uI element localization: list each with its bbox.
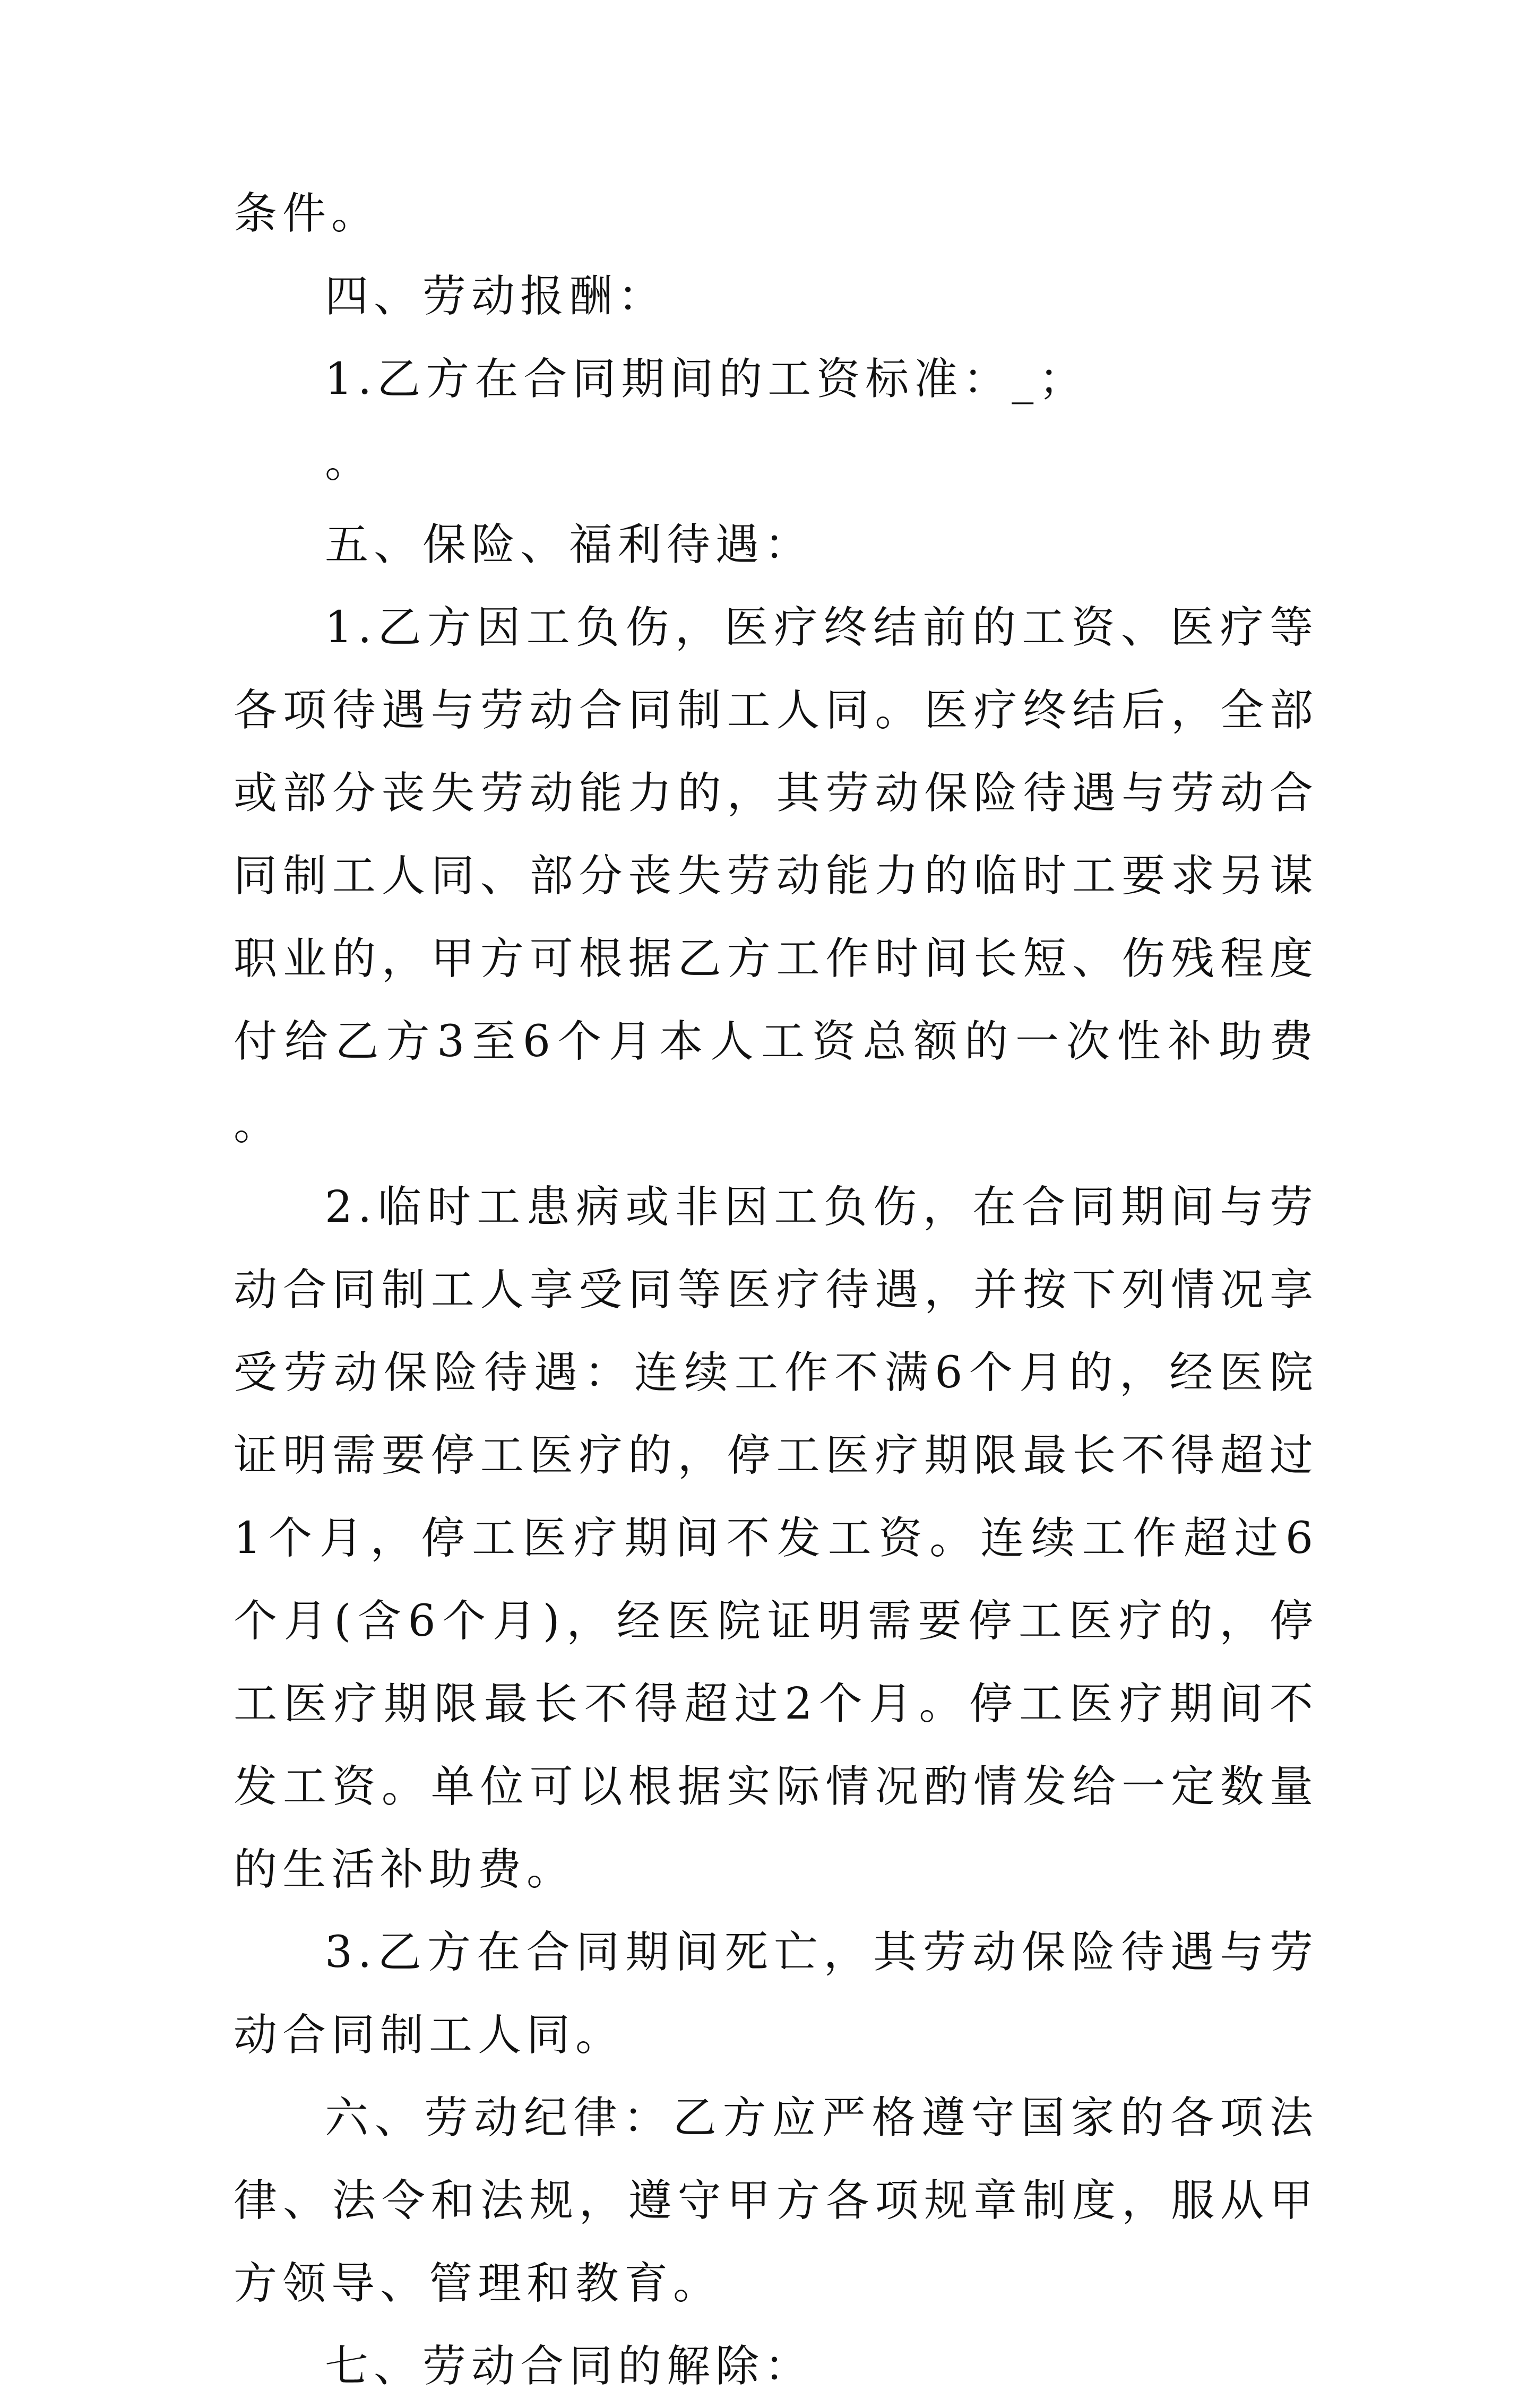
paragraph-period: 。 [325,437,374,487]
document-body [234,172,1318,2408]
section-heading-contract-termination: 七、劳动合同的解除： [325,2341,814,2392]
clause-illness: 2.临时工患病或非因工负伤，在合同期间与劳动合同制工人享受同等医疗待遇，并按下列情况享受劳动保险待遇：连续工作不满6个月的，经医院证明需要停工医疗的，停工医疗期限最长不得超过1个月，停工医疗期间不发工资。连续工作超过6个月(含6个月)，经医院证明需要停工医疗的，停工医疗期限最长不得超过2个月。停工医疗期间不发工资。单位可以根据实际情况酌情发给一定数量的生活补助费。 [234,1182,1318,1895]
clause-work-injury: 1.乙方因工负伤，医疗终结前的工资、医疗等各项待遇与劳动合同制工人同。医疗终结后，全部或部分丧失劳动能力的，其劳动保险待遇与劳动合同制工人同、部分丧失劳动能力的临时工要求另谋职业的，甲方可根据乙方工作时间长短、伤残程度付给乙方3至6个月本人工资总额的一次性补助费。 [234,602,1318,1150]
paragraph-continuation: 条件。 [234,188,381,239]
section-labor-discipline: 六、劳动纪律：乙方应严格遵守国家的各项法律、法令和法规，遵守甲方各项规章制度，服从甲方领导、管理和教育。 [234,2093,1318,2309]
section-heading-remuneration: 四、劳动报酬： [325,271,667,322]
clause-death: 3.乙方在合同期间死亡，其劳动保险待遇与劳动合同制工人同。 [234,1927,1318,2060]
section-heading-insurance-welfare: 五、保险、福利待遇： [325,520,814,570]
clause-wage-standard: 1.乙方在合同期间的工资标准：_； [325,354,1088,404]
